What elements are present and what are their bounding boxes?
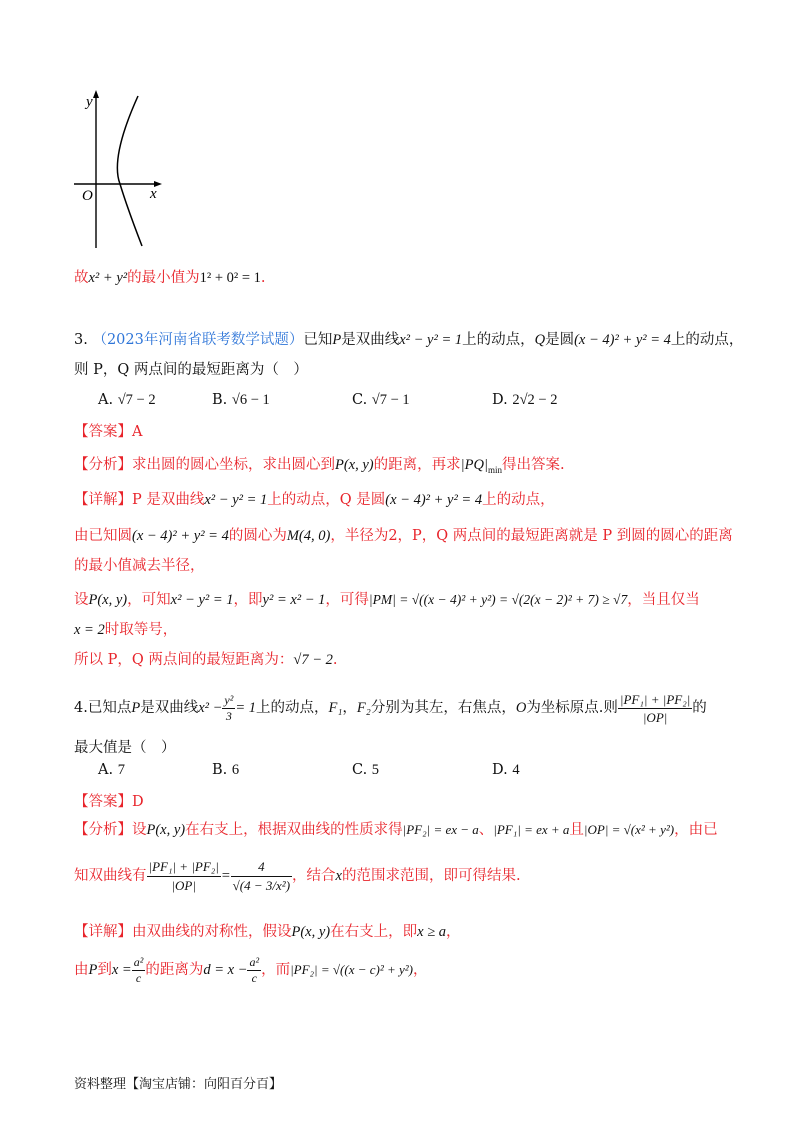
q4-directrix-fraction: $\frac{\text{a²}}{c}$	[133, 954, 144, 985]
q3-detail-1: 【详解】P 是双曲线x² − y² = 1上的动点，Q 是圆(x − 4)² + y² = 4上的动点，	[74, 492, 555, 508]
q3-detail-4: 设P(x, y)，可知x² − y² = 1，即y² = x² − 1，可得|PM| = √((x − 4)² + y²) = √(2(x − 2)² + 7) ≥ √7，当且仅当	[74, 592, 700, 608]
q3-stem: 3. （2023年河南省联考数学试题）已知P是双曲线x² − y² = 1上的动点，Q是圆(x − 4)² + y² = 4上的动点，	[74, 332, 744, 348]
q3-number: 3.	[74, 332, 88, 348]
q3-detail-3: 的最小值减去半径，	[74, 558, 205, 574]
q4-detail-1: 【详解】由双曲线的对称性，假设P(x, y)在右支上，即x ≥ a，	[74, 924, 461, 940]
q3-option-a[interactable]: A. √7 − 2	[98, 392, 156, 408]
q4-ratio-fraction: $\frac{\text{|PF₁| + |PF₂|}}{|OP|}$	[619, 691, 691, 725]
q4-line2: 最大值是（ ）	[74, 740, 176, 756]
q3-source: （2023年河南省联考数学试题）	[92, 332, 304, 348]
q3-analysis: 【分析】求出圆的圆心坐标，求出圆心到P(x, y)的距离，再求$|PQ|_{min}$得出答案.	[74, 457, 565, 475]
y-axis-arrow	[93, 90, 99, 98]
x-axis-label: x	[150, 186, 157, 202]
q4-stem: 4.已知点P是双曲线x² − $\frac{\text{y²}}{3}$ = 1上的动点，F₁，F₂分别为其左，右焦点，O为坐标原点.则 $\frac{\text{|PF₁| + |PF₂|}}{|OP|}$ 的	[74, 691, 707, 725]
q4-analysis-ratio: $\frac{\text{|PF₁| + |PF₂|}}{|OP|}$	[148, 858, 219, 893]
q4-analysis-1: 【分析】设P(x, y)在右支上，根据双曲线的性质求得|PF₂| = ex − a、|PF₁| = ex + a且|OP| = √(x² + y²)，由已	[74, 822, 718, 838]
hyperbola-graph	[70, 88, 180, 250]
q4-answer: 【答案】D	[74, 794, 144, 810]
q3-option-d[interactable]: D. 2√2 − 2	[492, 392, 558, 408]
q4-hyperbola-fraction: $\frac{\text{y²}}{3}$	[224, 692, 234, 723]
q4-analysis-result: $\frac{4}{\text{√(4 − 3/x²)}}$	[232, 858, 291, 893]
q4-option-d[interactable]: D. 4	[492, 762, 520, 778]
q3-option-b[interactable]: B. √6 − 1	[212, 392, 270, 408]
q3-detail-6: 所以 P，Q 两点间的最短距离为：√7 − 2.	[74, 652, 338, 668]
q3-option-c[interactable]: C. √7 − 1	[352, 392, 410, 408]
origin-label: O	[82, 188, 93, 204]
q4-detail-2: 由P到x = $\frac{\text{a²}}{c}$ 的距离为d = x − $\frac{\text{a²}}{c}$ ，而|PF₂| = √((x − c)² + y²)，	[74, 954, 428, 985]
q4-option-b[interactable]: B. 6	[212, 762, 240, 778]
q4-analysis-2: 知双曲线有 $\frac{\text{|PF₁| + |PF₂|}}{|OP|}$ = $\frac{4}{\text{√(4 − 3/x²)}}$ ，结合x的范围求范围，即可得结果.	[74, 858, 521, 893]
q4-option-c[interactable]: C. 5	[352, 762, 380, 778]
q3-line2: 则 P，Q 两点间的最短距离为（ ）	[74, 362, 308, 378]
q3-detail-2: 由已知圆(x − 4)² + y² = 4的圆心为M(4, 0)，半径为2，P，Q 两点间的最短距离就是 P 到圆的圆心的距离	[74, 528, 733, 544]
y-axis-label: y	[86, 94, 93, 110]
q4-number: 4.	[74, 700, 88, 716]
q3-answer: 【答案】A	[74, 424, 143, 440]
conclusion-line: 故x² + y²的最小值为1² + 0² = 1.	[74, 270, 266, 286]
hyperbola-branch	[117, 96, 142, 246]
q4-distance-fraction: $\frac{\text{a²}}{c}$	[249, 954, 260, 985]
q3-detail-5: x = 2时取等号，	[74, 622, 178, 638]
footer-note: 资料整理【淘宝店铺：向阳百分百】	[74, 1077, 283, 1092]
q4-option-a[interactable]: A. 7	[98, 762, 125, 778]
